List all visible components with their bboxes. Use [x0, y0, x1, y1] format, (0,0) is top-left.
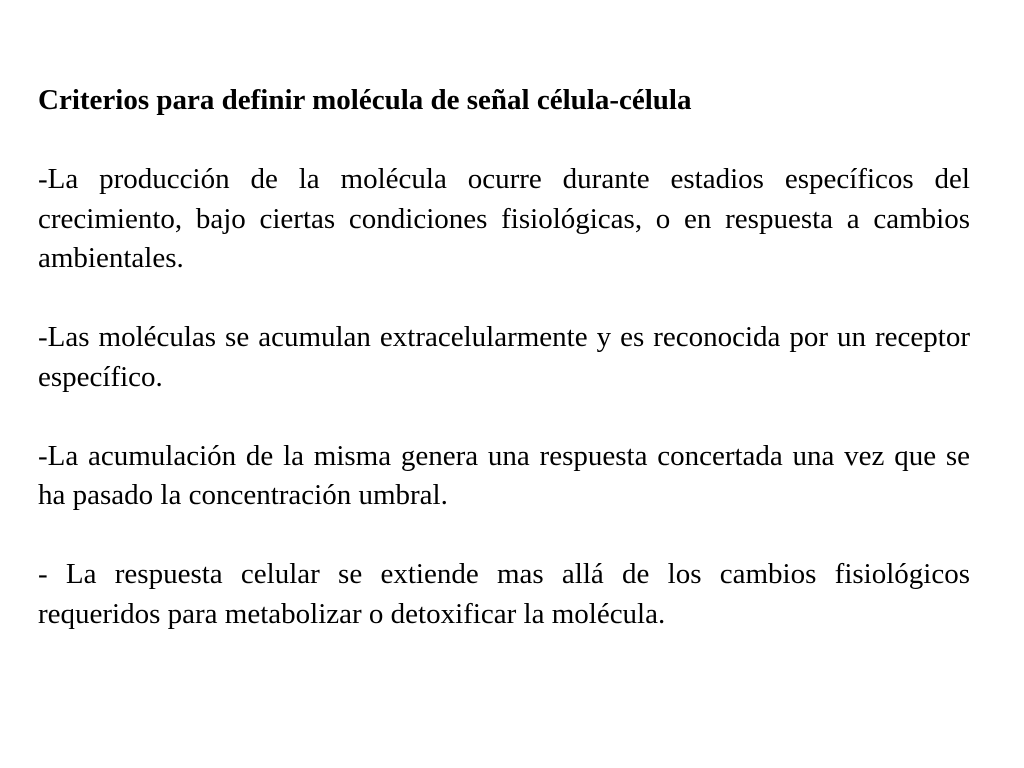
criterion-paragraph-4: - La respuesta celular se extiende mas allá de los cambios fisiológicos requeridos para metabolizar o detoxificar la molécula. — [38, 558, 970, 630]
criterion-paragraph-1: -La producción de la molécula ocurre durante estadios específicos del crecimiento, bajo ciertas condiciones fisiológicas, o en respuesta a cambios ambientales. — [38, 163, 970, 274]
criterion-paragraph-3: -La acumulación de la misma genera una respuesta concertada una vez que se ha pasado la concentración umbral. — [38, 439, 970, 511]
slide-title: Criterios para definir molécula de señal célula-célula — [38, 84, 692, 116]
slide-content — [38, 81, 970, 634]
criterion-paragraph-2: -Las moléculas se acumulan extracelularmente y es reconocida por un receptor específico. — [38, 321, 970, 393]
